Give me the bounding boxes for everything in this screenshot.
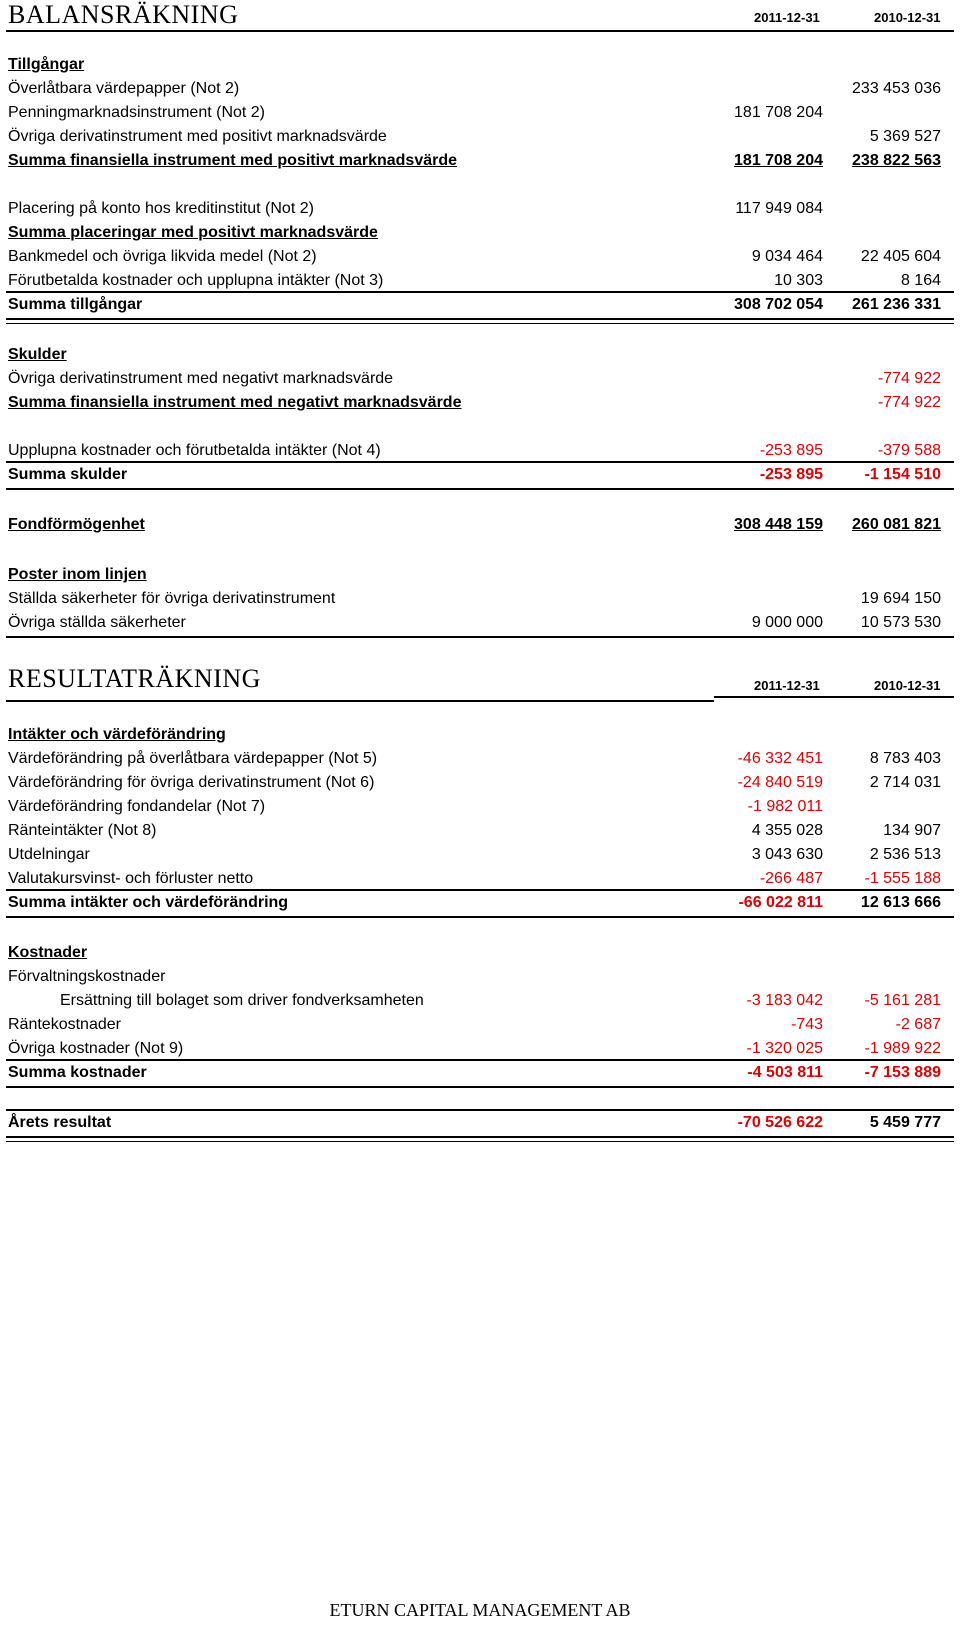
table-row: Övriga derivatinstrument med positivt marknadsvärde 5 369 527 — [8, 128, 941, 145]
income-col1-header: 2011-12-31 — [754, 678, 820, 693]
divider — [6, 461, 954, 463]
table-row: Förutbetalda kostnader och upplupna intäkter (Not 3) 10 303 8 164 — [8, 272, 941, 289]
total-row: Summa kostnader -4 503 811 -7 153 889 — [8, 1064, 941, 1081]
result-row: Årets resultat -70 526 622 5 459 777 — [8, 1114, 941, 1131]
divider — [6, 291, 954, 293]
total-row: Fondförmögenhet 308 448 159 260 081 821 — [8, 516, 941, 533]
divider — [6, 1136, 954, 1138]
divider — [6, 636, 954, 638]
section-heading: Skulder — [8, 346, 67, 363]
table-row: Värdeförändring för övriga derivatinstrument (Not 6) -24 840 519 2 714 031 — [8, 774, 941, 791]
subtotal-row: Summa placeringar med positivt marknadsvärde — [8, 224, 378, 241]
balance-col2-header: 2010-12-31 — [874, 10, 941, 25]
table-row: Räntekostnader -743 -2 687 — [8, 1016, 941, 1033]
divider — [6, 488, 954, 490]
subtotal-row: Summa finansiella instrument med positivt marknadsvärde 181 708 204 238 822 563 — [8, 152, 941, 169]
divider — [714, 696, 954, 698]
table-row: Överlåtbara värdepapper (Not 2) 233 453 036 — [8, 80, 941, 97]
divider — [6, 323, 954, 324]
balance-col1-header: 2011-12-31 — [754, 10, 820, 25]
table-row: Bankmedel och övriga likvida medel (Not 2) 9 034 464 22 405 604 — [8, 248, 941, 265]
balance-sheet-title: BALANSRÄKNING — [8, 0, 239, 29]
table-row: Ränteintäkter (Not 8) 4 355 028 134 907 — [8, 822, 941, 839]
section-heading: Tillgångar — [8, 56, 85, 73]
divider — [6, 30, 954, 32]
section-heading: Intäkter och värdeförändring — [8, 726, 226, 743]
section-heading: Poster inom linjen — [8, 566, 147, 583]
total-row: Summa tillgångar 308 702 054 261 236 331 — [8, 296, 941, 313]
table-row: Värdeförändring på överlåtbara värdepapper (Not 5) -46 332 451 8 783 403 — [8, 750, 941, 767]
divider — [6, 916, 954, 918]
table-row: Förvaltningskostnader — [8, 968, 166, 985]
divider — [6, 1086, 954, 1088]
table-row: Placering på konto hos kreditinstitut (Not 2) 117 949 084 — [8, 200, 823, 217]
divider — [6, 889, 954, 891]
income-statement-title: RESULTATRÄKNING — [8, 664, 261, 693]
total-row: Summa skulder -253 895 -1 154 510 — [8, 466, 941, 483]
table-row: Valutakursvinst- och förluster netto -266 487 -1 555 188 — [8, 870, 941, 887]
table-row: Övriga kostnader (Not 9) -1 320 025 -1 989 922 — [8, 1040, 941, 1057]
table-row: Penningmarknadsinstrument (Not 2) 181 708 204 — [8, 104, 823, 121]
table-row: Ersättning till bolaget som driver fondverksamheten -3 183 042 -5 161 281 — [60, 992, 941, 1009]
table-row: Utdelningar 3 043 630 2 536 513 — [8, 846, 941, 863]
divider — [6, 1109, 954, 1111]
divider — [6, 1059, 954, 1061]
divider — [6, 1141, 954, 1142]
income-col2-header: 2010-12-31 — [874, 678, 941, 693]
table-row: Övriga ställda säkerheter 9 000 000 10 573 530 — [8, 614, 941, 631]
section-heading: Kostnader — [8, 944, 88, 961]
divider — [6, 318, 954, 320]
table-row: Ställda säkerheter för övriga derivatinstrument 19 694 150 — [8, 590, 941, 607]
total-row: Summa intäkter och värdeförändring -66 022 811 12 613 666 — [8, 894, 941, 911]
company-footer: ETURN CAPITAL MANAGEMENT AB — [329, 1600, 631, 1620]
divider — [6, 700, 714, 702]
table-row: Värdeförändring fondandelar (Not 7) -1 982 011 — [8, 798, 823, 815]
table-row: Upplupna kostnader och förutbetalda intäkter (Not 4) -253 895 -379 588 — [8, 442, 941, 459]
subtotal-row: Summa finansiella instrument med negativt marknadsvärde -774 922 — [8, 394, 941, 411]
table-row: Övriga derivatinstrument med negativt marknadsvärde -774 922 — [8, 370, 941, 387]
